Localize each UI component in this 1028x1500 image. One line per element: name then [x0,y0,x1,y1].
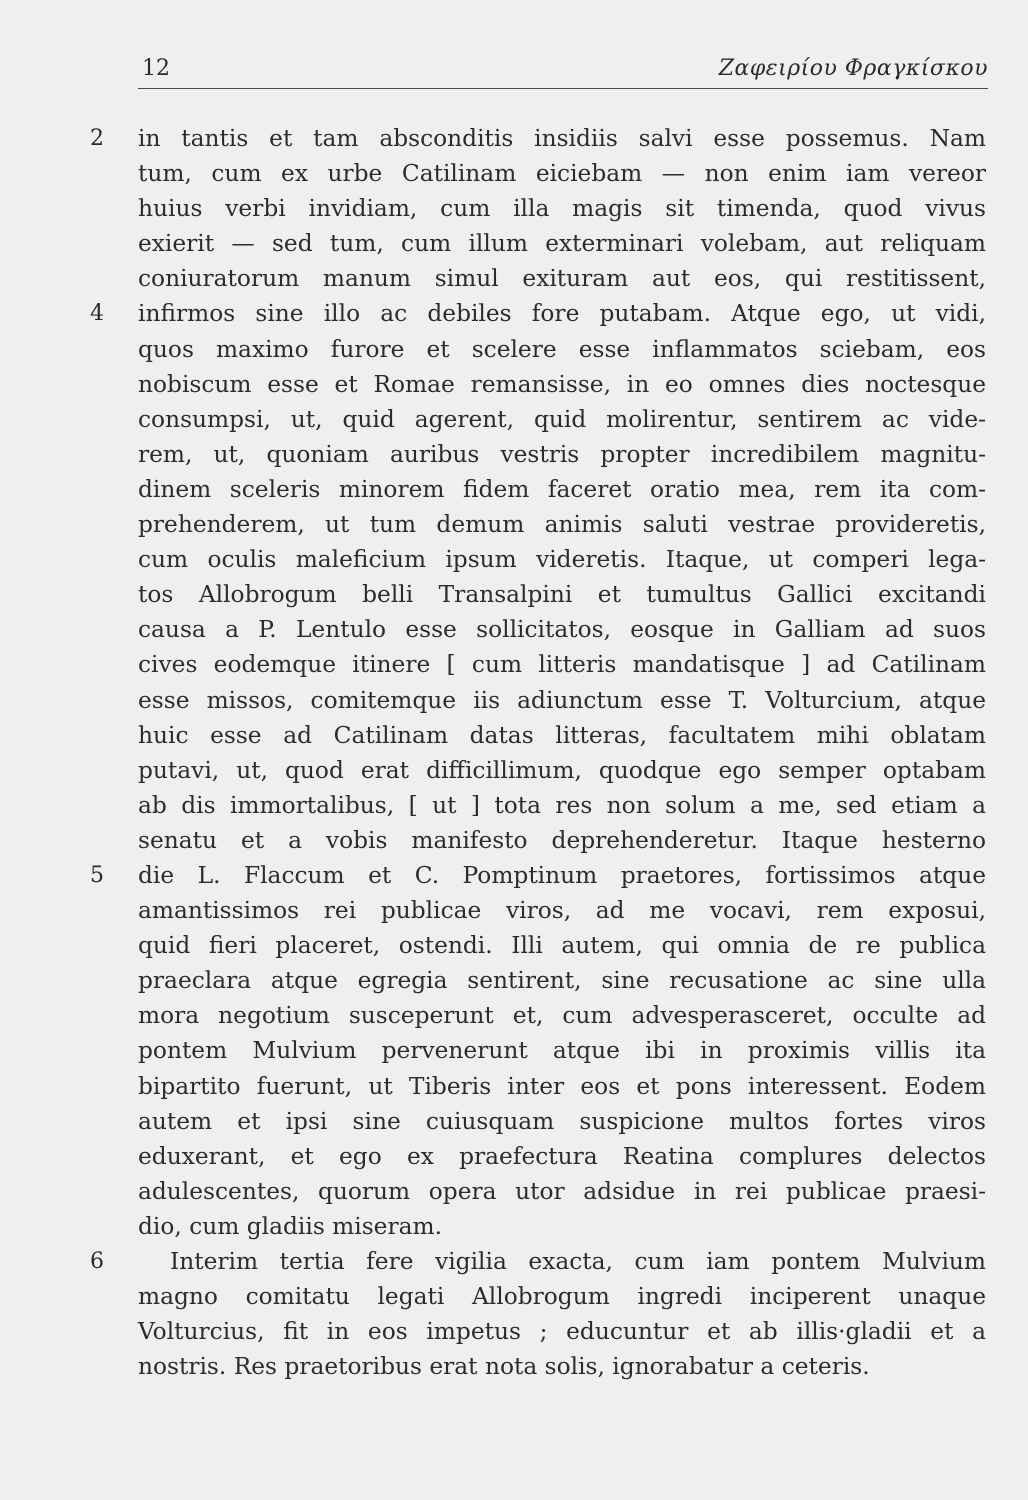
running-head: Ζαφειρίου Φραγκίσκου [718,56,988,81]
line-text: tos Allobrogum belli Transalpini et tumultus Gallici excitandi [138,581,986,609]
text-line [138,156,986,191]
line-text: rem, ut, quoniam auribus vestris propter incredibilem magnitu- [138,440,986,468]
text-line [90,858,986,893]
text-line [138,612,986,647]
text-line [138,788,986,823]
line-text: quos maximo furore et scelere esse inflammatos sciebam, eos [138,335,986,363]
text-line [90,296,986,331]
line-text: pontem Mulvium pervenerunt atque ibi in proximis villis ita [138,1037,986,1065]
line-text: prehenderem, ut tum demum animis saluti vestrae provideretis, [138,511,986,539]
text-line [138,577,986,612]
page-number: 12 [142,56,170,81]
text-line [138,1139,986,1174]
line-text: praeclara atque egregia sentirent, sine recusatione ac sine ulla [138,967,986,995]
line-text: eduxerant, et ego ex praefectura Reatina complures delectos [138,1142,986,1170]
line-text: huic esse ad Catilinam datas litteras, facultatem mihi oblatam [138,721,986,749]
text-line [138,647,986,682]
body-text [90,121,986,1384]
line-text: tum, cum ex urbe Catilinam eiciebam — non enim iam vereor [138,160,986,188]
text-line [138,472,986,507]
section-number: 5 [90,862,104,888]
text-line [138,963,986,998]
line-text: adulescentes, quorum opera utor adsidue in rei publicae praesi- [138,1177,986,1205]
text-line [138,261,986,296]
text-line [138,507,986,542]
line-text: autem et ipsi sine cuiusquam suspicione multos fortes viros [138,1107,986,1135]
text-line [138,718,986,753]
section-number: 4 [90,301,104,327]
section-number: 6 [90,1249,104,1274]
line-text: putavi, ut, quod erat difficillimum, quodque ego semper optabam [138,756,986,784]
text-line [90,1244,986,1279]
text-line [138,753,986,788]
line-text: mora negotium susceperunt et, cum advesperasceret, occulte ad [138,1002,986,1030]
section-number: 2 [90,126,104,151]
text-line [138,1104,986,1139]
text-line [138,1209,986,1244]
text-line [138,437,986,472]
text-line [138,1279,986,1314]
line-text: die L. Flaccum et C. Pomptinum praetores, fortissimos atque [138,861,986,889]
text-line [138,402,986,437]
line-text: nostris. Res praetoribus erat nota solis, ignorabatur a ceteris. [138,1353,870,1381]
line-text: quid fieri placeret, ostendi. Illi autem, qui omnia de re publica [138,932,986,960]
text-line [138,542,986,577]
line-text: bipartito fuerunt, ut Tiberis inter eos et pons interessent. Eodem [138,1072,986,1100]
line-text: exierit — sed tum, cum illum exterminari volebam, aut reliquam [138,230,986,258]
text-line [138,1314,986,1349]
line-text: in tantis et tam absconditis insidiis salvi esse possemus. Nam [138,125,986,152]
text-line [138,1069,986,1104]
line-text: dinem sceleris minorem fidem faceret oratio mea, rem ita com- [138,475,986,503]
line-text: Interim tertia fere vigilia exacta, cum iam pontem Mulvium [170,1248,986,1275]
line-text: cum oculis maleficium ipsum videretis. Itaque, ut comperi lega- [138,546,986,574]
line-text: consumpsi, ut, quid agerent, quid molirentur, sentirem ac vide- [138,405,986,433]
text-line [138,332,986,367]
line-text: magno comitatu legati Allobrogum ingredi inciperent unaque [138,1283,986,1311]
text-line [138,893,986,928]
line-text: huius verbi invidiam, cum illa magis sit timenda, quod vivus [138,195,986,223]
text-line [138,928,986,963]
line-text: Volturcius, fit in eos impetus ; educuntur et ab illis·gladii et a [138,1318,986,1346]
line-text: nobiscum esse et Romae remansisse, in eo omnes dies noctesque [138,370,986,398]
text-line [138,1349,986,1384]
line-text: cives eodemque itinere [ cum litteris mandatisque ] ad Catilinam [138,651,986,679]
line-text: senatu et a vobis manifesto deprehenderetur. Itaque hesterno [138,826,986,854]
text-line [138,367,986,402]
text-line [138,191,986,226]
text-line [138,226,986,261]
line-text: infirmos sine illo ac debiles fore putabam. Atque ego, ut vidi, [138,300,986,328]
text-line [90,121,986,156]
line-text: dio, cum gladiis miseram. [138,1212,442,1240]
text-line [138,1033,986,1068]
line-text: coniuratorum manum simul exituram aut eos, qui restitissent, [138,265,986,293]
page-header [138,52,988,89]
line-text: causa a P. Lentulo esse sollicitatos, eosque in Galliam ad suos [138,616,986,644]
text-line [138,1174,986,1209]
line-text: amantissimos rei publicae viros, ad me vocavi, rem exposui, [138,897,986,925]
line-text: esse missos, comitemque iis adiunctum esse T. Volturcium, atque [138,686,986,714]
line-text: ab dis immortalibus, [ ut ] tota res non solum a me, sed etiam a [138,791,986,819]
text-line [138,683,986,718]
text-line [138,998,986,1033]
text-line [138,823,986,858]
